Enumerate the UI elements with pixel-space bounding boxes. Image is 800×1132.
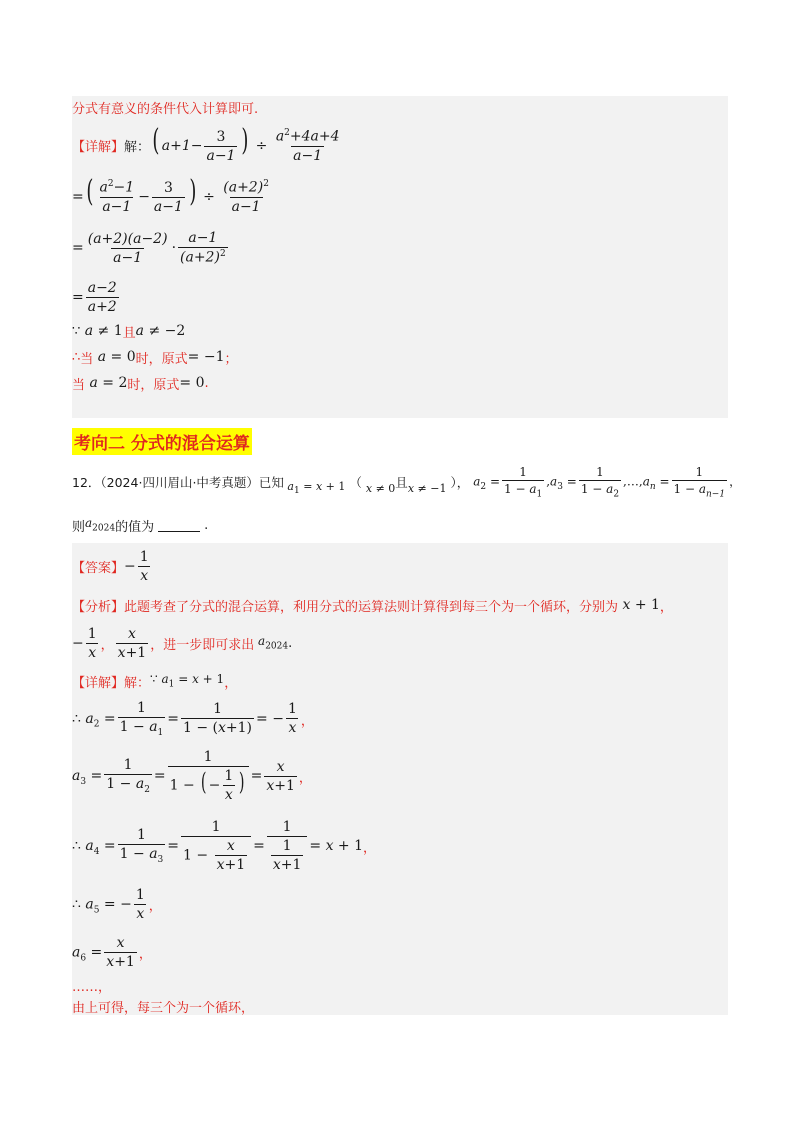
formula-original: ( a+1− $\frac{3}{a-1}$ ) ÷ $\frac{a^2+4a+4}{a-1}$: [152, 123, 340, 164]
result-line-2: 当 a = 2 时， 原式 = 0 .: [72, 375, 209, 393]
a5-line: ∴ $a_5$ = − $\frac{1}{x}$ ，: [72, 886, 162, 922]
detail2-line: 【详解】 解： ∵ $a_1 = x + 1$ ，: [72, 672, 238, 691]
problem-question: 则 $a_{2024}$ 的值为 .: [72, 516, 209, 535]
problem-line: 12．（2024·四川眉山·中考真题）已知 $a_1 = x + 1$ （ x ≠ 0 且 x ≠ −1 ）， $a_2$ = $\frac{1}{1 - a_1}$ $,a_3$ = $\frac{1}{1 - a_2}$ $,\dots,a_n$ = $\frac{1}{1 - a_{n-1}}$ ，: [72, 464, 742, 500]
step-line-3: = $\frac{a-2}{a+2}$: [72, 279, 117, 315]
step-line-1: =( $\frac{a^2-1}{a-1}$ − $\frac{3}{a-1}$ ) ÷ $\frac{(a+2)^2}{a-1}$: [72, 174, 269, 215]
a3-line: $a_3$ = $\frac{1}{1 - a_2}$ = 1 1 − ( − $\frac{1}{x}$ ) = $\frac{x}{x+1}$ ，: [72, 749, 312, 803]
a6-line: $a_6$ = $\frac{x}{x+1}$ ，: [72, 934, 152, 970]
result-line-1: ∴ 当 a = 0 时， 原式 = −1 ；: [72, 349, 238, 367]
analysis-line-2: − $\frac{1}{x}$ ， $\frac{x}{x+1}$ ，进一步即可求出 $a_{2024}$ .: [72, 625, 293, 661]
a2-line: ∴ $a_2$ = $\frac{1}{1 - a_1}$ = $\frac{1}{1 - (x+1)}$ = − $\frac{1}{x}$ ，: [72, 700, 314, 738]
conclusion-line: 由上可得，每三个为一个循环，: [72, 1000, 255, 1016]
answer-line: 【答案】 − $\frac{1}{x}$: [72, 548, 149, 584]
a4-line: ∴ $a_4$ = $\frac{1}{1 - a_3}$ = 1 1 − $\frac{x}{x+1}$ = $\frac{1}{\frac{1}{x+1}}$ = x + 1 ，: [72, 819, 377, 873]
detail-line-1: 【详解】 解： ( a+1− $\frac{3}{a-1}$ ) ÷ $\frac{a^2+4a+4}{a-1}$: [72, 124, 344, 166]
answer-blank: [158, 519, 200, 532]
section-heading: 考向二 分式的混合运算: [72, 428, 252, 455]
analysis-line-1: 【分析】 此题考查了分式的混合运算，利用分式的运算法则计算得到每三个为一个循环，分别为 x + 1 ，: [72, 597, 673, 615]
step-line-2: = $\frac{(a+2)(a-2)}{a-1}$ · $\frac{a-1}{(a+2)^2}$: [72, 230, 226, 266]
ellipsis-line: ……，: [72, 979, 112, 995]
intro-line: 分式有意义的条件代入计算即可.: [72, 101, 259, 117]
condition-line: ∵ a ≠ 1 且 a ≠ −2: [72, 323, 186, 341]
